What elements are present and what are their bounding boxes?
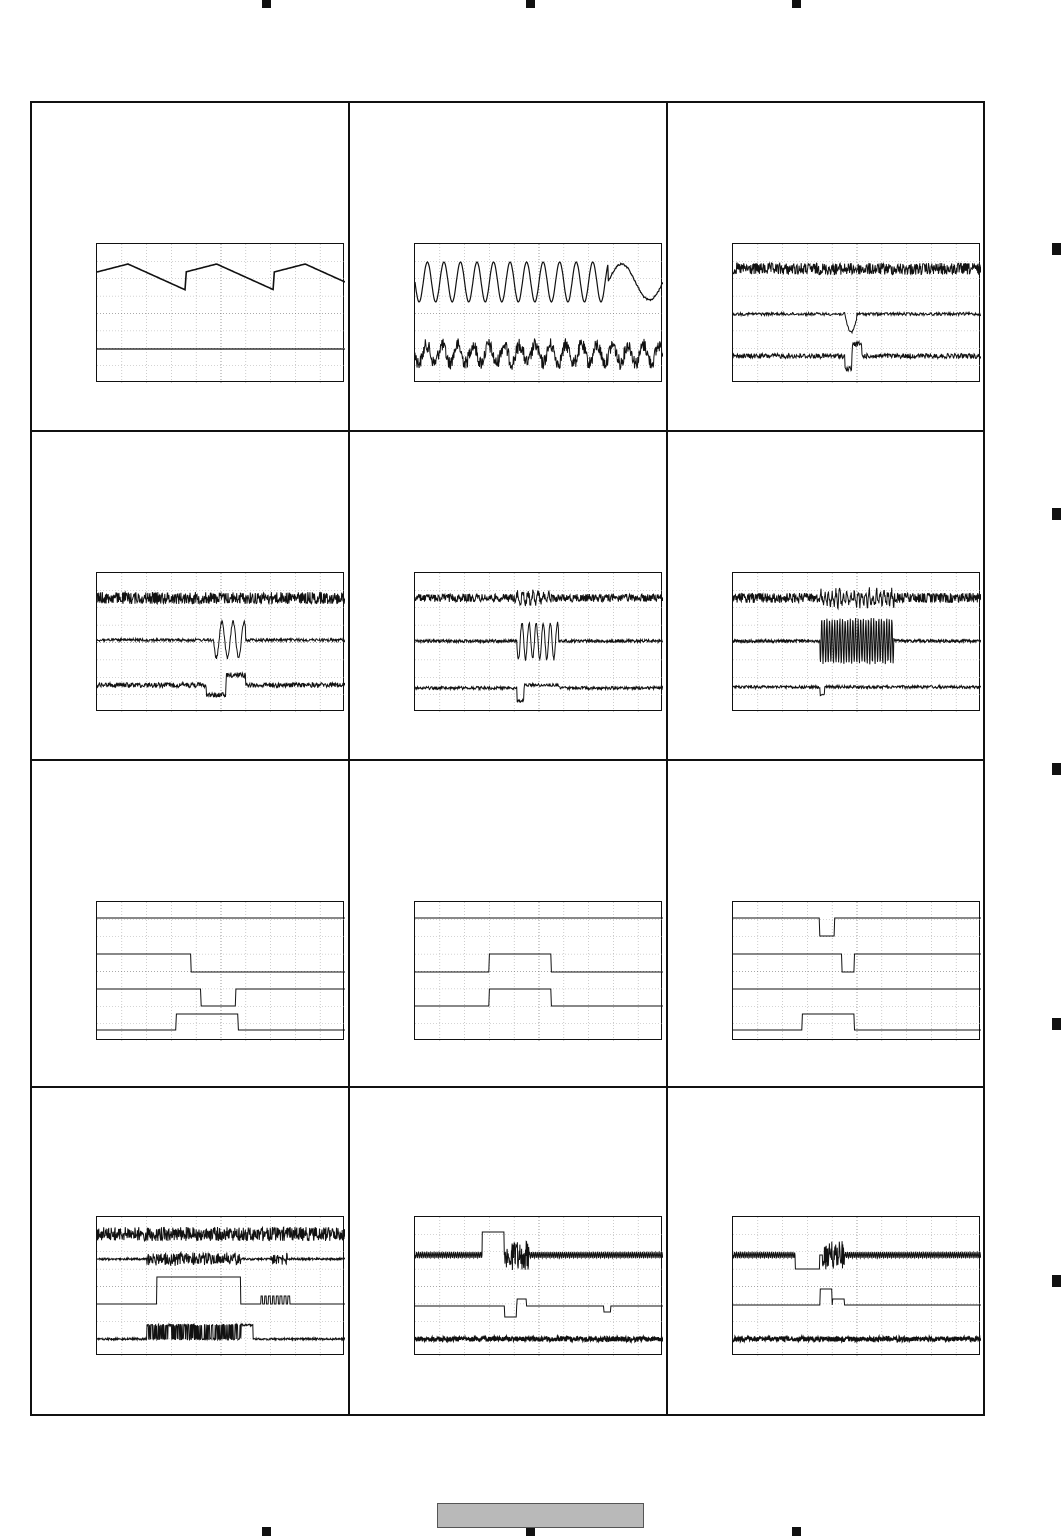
waveform-table	[30, 101, 985, 1416]
trace-1	[97, 264, 345, 290]
waveform-cell-8	[350, 761, 668, 1088]
registration-mark-right-5	[1052, 1275, 1061, 1287]
oscilloscope-screen	[732, 243, 980, 382]
waveform-cell-6	[668, 432, 983, 761]
waveform-plot	[733, 573, 981, 712]
waveform-plot	[733, 244, 981, 383]
registration-mark-bottom-3	[792, 1527, 801, 1536]
oscilloscope-screen	[96, 243, 344, 382]
oscilloscope-screen	[732, 572, 980, 711]
registration-mark-bottom-1	[262, 1527, 271, 1536]
waveform-plot	[97, 244, 345, 383]
trace-3	[415, 1337, 663, 1342]
registration-mark-right-2	[1052, 508, 1061, 520]
waveform-plot	[415, 902, 663, 1041]
waveform-cell-4	[32, 432, 350, 761]
waveform-cell-1	[32, 103, 350, 432]
oscilloscope-screen	[414, 1216, 662, 1355]
trace-2	[97, 1252, 345, 1266]
oscilloscope-screen	[96, 572, 344, 711]
waveform-plot	[415, 1217, 663, 1356]
trace-1	[97, 592, 345, 604]
waveform-plot	[415, 244, 663, 383]
trace-3	[97, 989, 345, 1006]
trace-3	[415, 989, 663, 1006]
waveform-cell-2	[350, 103, 668, 432]
oscilloscope-screen	[414, 901, 662, 1040]
waveform-plot	[733, 1217, 981, 1356]
oscilloscope-screen	[732, 901, 980, 1040]
oscilloscope-screen	[732, 1216, 980, 1355]
waveform-cell-7	[32, 761, 350, 1088]
waveform-plot	[415, 573, 663, 712]
registration-mark-top-3	[792, 0, 801, 8]
registration-mark-right-3	[1052, 763, 1061, 775]
waveform-cell-3	[668, 103, 983, 432]
waveform-cell-11	[350, 1088, 668, 1414]
trace-2	[733, 1289, 981, 1305]
waveform-plot	[733, 902, 981, 1041]
registration-mark-right-1	[1052, 243, 1061, 255]
waveform-cell-10	[32, 1088, 350, 1414]
trace-3	[97, 1277, 345, 1304]
registration-mark-top-2	[526, 0, 535, 8]
trace-4	[97, 1324, 345, 1340]
waveform-cell-5	[350, 432, 668, 761]
oscilloscope-screen	[96, 1216, 344, 1355]
registration-mark-bottom-2	[526, 1527, 535, 1536]
waveform-cell-12	[668, 1088, 983, 1414]
trace-3	[733, 1337, 981, 1342]
oscilloscope-screen	[414, 572, 662, 711]
oscilloscope-screen	[414, 243, 662, 382]
registration-mark-top-1	[262, 0, 271, 8]
waveform-plot	[97, 573, 345, 712]
registration-mark-right-4	[1052, 1018, 1061, 1030]
waveform-cell-9	[668, 761, 983, 1088]
page-number-box	[437, 1503, 644, 1528]
waveform-plot	[97, 902, 345, 1041]
waveform-plot	[97, 1217, 345, 1356]
oscilloscope-screen	[96, 901, 344, 1040]
